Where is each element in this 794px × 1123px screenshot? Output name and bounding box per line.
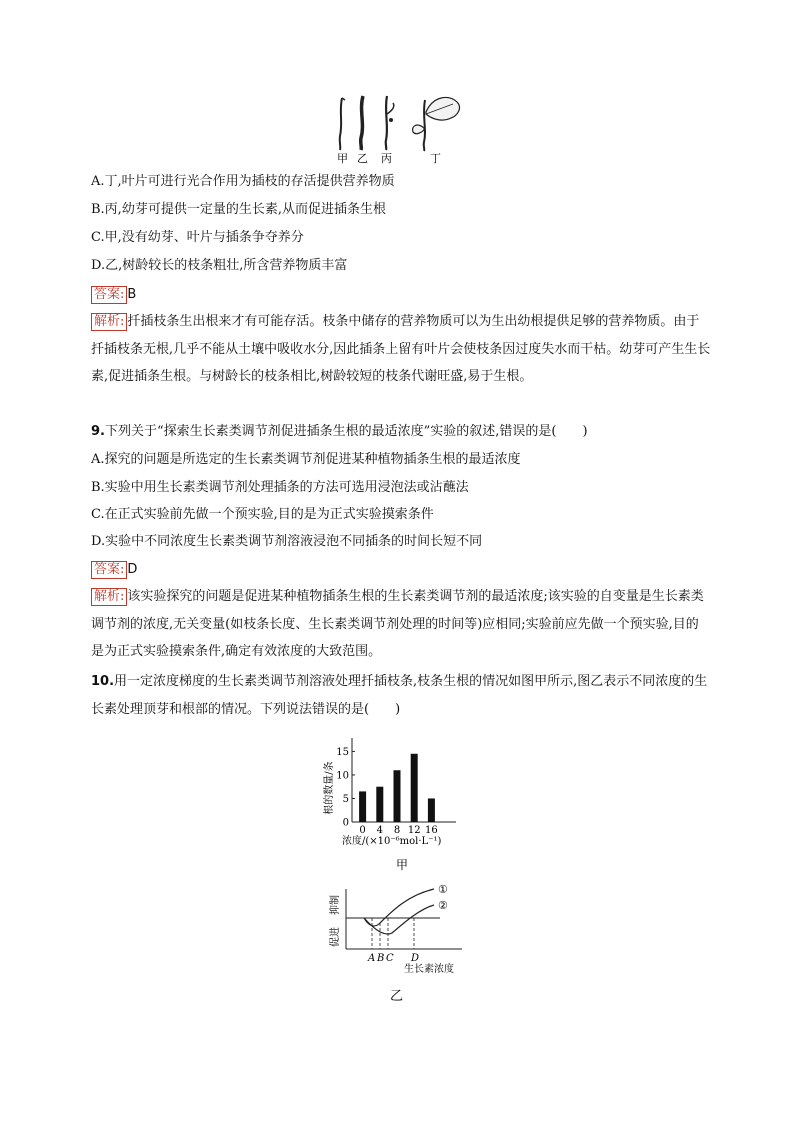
chart-yi-point-d: D (411, 953, 420, 964)
chart-yi-ylabel-top: 抑制 (330, 895, 341, 915)
q8-option-a: A.丁,叶片可进行光合作用为插枝的存活提供营养物质 (91, 174, 395, 189)
chart-jia-y-tick-label: 5 (342, 793, 349, 805)
q9-analysis-text: 该实验探究的问题是促进某种植物插条生根的生长素类调节剂的最适浓度;该实验的自变量是生长素类调节剂的浓度,无关变量(如枝条长度、生长素类调节剂处理的时间等)应相同;实验前应先做一个预实验,目的是为正式实验摸索条件,确定有效浓度的大致范围。 (91, 589, 704, 659)
chart-jia-xlabel: 浓度/(×10⁻⁶mol·L⁻¹) (342, 836, 442, 847)
chart-jia-caption: 甲 (396, 858, 409, 872)
q10-stem (91, 668, 711, 723)
chart-yi-curve-2 (364, 905, 434, 934)
chart-yi (322, 883, 482, 1005)
q9-answer: D (127, 562, 138, 577)
chart-jia-bar (411, 754, 418, 822)
chart-yi-series-label-1: ① (438, 883, 448, 896)
q9-stem: 下列关于“探索生长素类调节剂促进插条生根的最适浓度”实验的叙述,错误的是( ) (104, 424, 588, 439)
q8-option-d: D.乙,树龄较长的枝条粗壮,所含营养物质丰富 (91, 258, 348, 273)
q9-option-d: D.实验中不同浓度生长素类调节剂溶液浸泡不同插条的时间长短不同 (91, 534, 483, 549)
plant-cuttings-figure (325, 92, 475, 164)
plant-label-jia: 甲 (337, 152, 348, 164)
q8-analysis-text: 扦插枝条生出根来才有可能存活。枝条中储存的营养物质可以为生出幼根提供足够的营养物质。由于扦插枝条无根,几乎不能从土壤中吸收水分,因此插条上留有叶片会使枝条因过度失水而干枯。幼芽可产生生长素,促进插条生根。与树龄长的枝条相比,树龄较短的枝条代谢旺盛,易于生根。 (91, 314, 711, 384)
chart-jia-x-tick-label: 4 (376, 825, 383, 836)
q9-analysis-tag: 解析: (91, 588, 127, 606)
chart-jia-x-tick-label: 16 (425, 825, 438, 836)
plant-label-yi: 乙 (357, 152, 368, 164)
plant-label-ding: 丁 (430, 152, 441, 164)
q9-analysis (91, 583, 711, 666)
chart-jia-y-tick-label: 10 (336, 770, 349, 782)
q8-analysis (91, 308, 711, 391)
q9-option-c: C.在正式实验前先做一个预实验,目的是为正式实验摸索条件 (91, 507, 434, 522)
q9-answer-tag: 答案: (91, 561, 127, 579)
q8-answer-row (91, 286, 136, 304)
q10-number: 10. (91, 674, 115, 689)
chart-yi-series-label-2: ② (438, 899, 448, 912)
chart-jia-y-tick-label: 15 (336, 746, 349, 758)
q10-stem-text: 用一定浓度梯度的生长素类调节剂溶液处理扦插枝条,枝条生根的情况如图甲所示,图乙表示不同浓度的生长素处理顶芽和根部的情况。下列说法错误的是( ) (91, 674, 708, 717)
chart-jia-x-tick-label: 8 (393, 825, 401, 836)
chart-jia-bar (376, 787, 383, 822)
chart-yi-curve-1 (364, 889, 434, 926)
chart-jia (318, 726, 488, 874)
q8-option-c: C.甲,没有幼芽、叶片与插条争夺养分 (91, 230, 304, 245)
q8-answer-tag: 答案: (91, 286, 127, 304)
q9-option-b: B.实验中用生长素类调节剂处理插条的方法可选用浸泡法或沾蘸法 (91, 480, 469, 495)
q9-answer-row (91, 561, 137, 579)
q9-option-a: A.探究的问题是所选定的生长素类调节剂促进某种植物插条生根的最适浓度 (91, 452, 521, 467)
plant-label-bing: 丙 (381, 152, 392, 164)
chart-jia-bar (394, 770, 401, 822)
q8-option-b: B.丙,幼芽可提供一定量的生长素,从而促进插条生根 (91, 202, 386, 217)
chart-jia-bar (428, 798, 435, 822)
chart-jia-y-tick-label: 0 (342, 817, 349, 829)
q8-answer: B (127, 287, 137, 302)
q9-number: 9. (91, 424, 105, 439)
chart-yi-point-b: B (377, 953, 385, 964)
chart-yi-point-a: A (368, 953, 376, 964)
q8-analysis-tag: 解析: (91, 313, 127, 331)
chart-yi-ylabel-bottom: 促进 (330, 927, 341, 947)
chart-jia-ylabel: 根的数量/条 (324, 761, 335, 815)
chart-jia-bar (359, 791, 366, 822)
chart-jia-x-tick-label: 12 (407, 825, 421, 836)
chart-yi-caption: 乙 (390, 989, 404, 1004)
chart-jia-x-tick-label: 0 (359, 825, 366, 836)
q9-stem-row (91, 423, 588, 441)
chart-yi-point-c: C (386, 953, 394, 964)
chart-yi-xlabel: 生长素浓度 (404, 964, 454, 975)
